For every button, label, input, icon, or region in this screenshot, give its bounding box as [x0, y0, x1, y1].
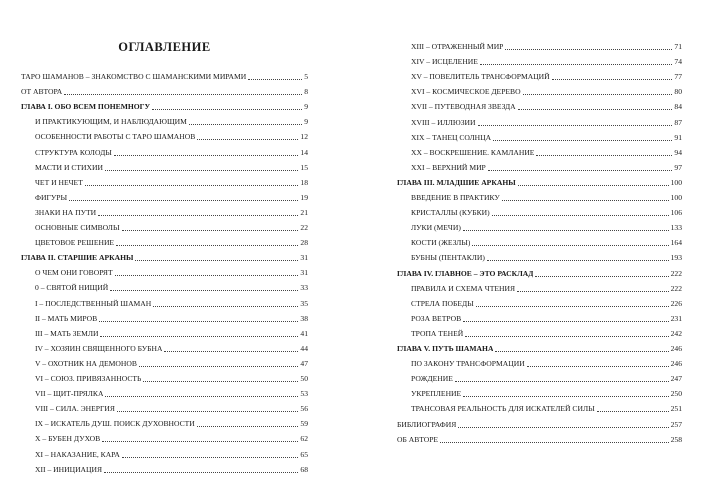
dot-leader: [105, 395, 298, 397]
dot-leader: [518, 108, 673, 110]
toc-entry-title: 0 – СВЯТОЙ НИЩИЙ: [35, 283, 109, 293]
dot-leader: [455, 380, 669, 382]
toc-entry-page: 193: [670, 253, 682, 263]
toc-entry[interactable]: [397, 280, 682, 294]
toc-entry[interactable]: [21, 264, 308, 278]
toc-entry-page: 251: [670, 404, 682, 414]
toc-entry[interactable]: [397, 355, 682, 369]
dot-leader: [85, 184, 299, 186]
dot-leader: [495, 350, 668, 352]
toc-entry-title: РОЗА ВЕТРОВ: [411, 313, 462, 323]
toc-entry-title: V – ОХОТНИК НА ДЕМОНОВ: [35, 358, 137, 368]
toc-entry-page: 14: [300, 147, 308, 157]
toc-entry-page: 87: [674, 117, 682, 127]
dot-leader: [197, 138, 298, 140]
toc-entry-title: XV – ПОВЕЛИТЕЛЬ ТРАНСФОРМАЦИЙ: [411, 72, 550, 82]
dot-leader: [110, 289, 298, 291]
toc-entry-page: 74: [674, 57, 682, 67]
toc-entry[interactable]: [21, 189, 308, 203]
toc-entry-title: ОСНОВНЫЕ СИМВОЛЫ: [35, 223, 120, 232]
toc-entry-title: КРИСТАЛЛЫ (КУБКИ): [411, 208, 490, 218]
dot-leader: [197, 425, 299, 427]
toc-entry[interactable]: [21, 249, 308, 263]
toc-entry-page: 35: [300, 298, 308, 308]
toc-entry-page: 258: [670, 434, 682, 444]
toc-entry-page: 97: [674, 162, 682, 172]
toc-entry-title: XVII – ПУТЕВОДНАЯ ЗВЕЗДА: [411, 102, 516, 112]
dot-leader: [472, 244, 668, 246]
toc-entry-title: ГЛАВА I. ОБО ВСЕМ ПОНЕМНОГУ: [21, 102, 151, 112]
toc-entry-page: 50: [300, 374, 308, 383]
dot-leader: [536, 154, 672, 156]
toc-entry-title: IV – ХОЗЯИН СВЯЩЕННОГО БУБНА: [35, 343, 163, 353]
dot-leader: [478, 124, 673, 126]
toc-entry-title: ФИГУРЫ: [35, 192, 68, 202]
dot-leader: [502, 199, 669, 201]
dot-leader: [597, 410, 669, 412]
toc-entry[interactable]: [397, 325, 682, 339]
toc-entry-page: 5: [304, 72, 308, 81]
toc-entry-page: 246: [670, 359, 682, 369]
dot-leader: [463, 395, 668, 397]
toc-entry[interactable]: [397, 174, 682, 188]
toc-entry[interactable]: [397, 400, 682, 414]
toc-entry-page: 106: [670, 208, 682, 218]
page-title: ОГЛАВЛЕНИЕ: [118, 40, 211, 54]
toc-entry-title: И ПРАКТИКУЮЩИМ, И НАБЛЮДАЮЩИМ: [35, 117, 187, 127]
toc-entry[interactable]: [21, 385, 308, 399]
toc-entry[interactable]: [397, 249, 682, 263]
toc-entry[interactable]: [21, 204, 308, 218]
toc-entry-title: ЦВЕТОВОЕ РЕШЕНИЕ: [35, 238, 115, 248]
dot-leader: [535, 275, 668, 277]
toc-entry-page: 100: [670, 193, 682, 202]
dot-leader: [102, 440, 298, 442]
toc-entry-title: XIV – ИСЦЕЛЕНИЕ: [411, 57, 478, 67]
dot-leader: [139, 365, 298, 367]
toc-entry[interactable]: [21, 355, 308, 369]
toc-entry-title: XII – ИНИЦИАЦИЯ: [35, 464, 103, 474]
toc-entry-page: 65: [300, 449, 308, 459]
toc-entry[interactable]: [397, 114, 682, 128]
dot-leader: [115, 274, 299, 276]
toc-entry-title: БУБНЫ (ПЕНТАКЛИ): [411, 253, 485, 263]
toc-entry[interactable]: [397, 370, 682, 384]
toc-entry-title: XVI – КОСМИЧЕСКОЕ ДЕРЕВО: [411, 87, 521, 97]
toc-entry[interactable]: [397, 144, 682, 158]
toc-entry[interactable]: [21, 400, 308, 414]
toc-entry-title: О ЧЕМ ОНИ ГОВОРЯТ: [35, 268, 113, 278]
dot-leader: [153, 305, 298, 307]
toc-entry-page: 68: [300, 464, 308, 474]
toc-entry[interactable]: [21, 325, 308, 339]
toc-entry-title: ГЛАВА II. СТАРШИЕ АРКАНЫ: [21, 253, 134, 263]
dot-leader: [552, 78, 673, 80]
toc-entry-page: 28: [300, 238, 308, 248]
toc-entry-page: 222: [670, 268, 682, 278]
dot-leader: [100, 335, 298, 337]
toc-entry-title: III – МАТЬ ЗЕМЛИ: [35, 328, 99, 338]
toc-entry-title: МАСТИ И СТИХИИ: [35, 162, 103, 172]
toc-entry-title: XI – НАКАЗАНИЕ, КАРА: [35, 449, 120, 459]
toc-entry[interactable]: [21, 113, 308, 127]
toc-entry-page: 77: [674, 72, 682, 82]
dot-leader: [488, 169, 673, 171]
dot-leader: [122, 229, 299, 231]
dot-leader: [105, 169, 298, 171]
dot-leader: [99, 320, 298, 322]
toc-entry[interactable]: [21, 461, 308, 475]
toc-entry[interactable]: [397, 38, 682, 52]
toc-entry-title: РОЖДЕНИЕ: [411, 374, 453, 384]
toc-entry-title: VI – СОЮЗ. ПРИВЯЗАННОСТЬ: [35, 374, 142, 383]
toc-entry-page: 31: [300, 253, 308, 263]
toc-entry[interactable]: [397, 98, 682, 112]
dot-leader: [463, 320, 668, 322]
toc-entry-page: 53: [300, 389, 308, 399]
toc-entry-title: ОБ АВТОРЕ: [397, 434, 439, 444]
dot-leader: [476, 305, 669, 307]
toc-entry-page: 246: [670, 344, 682, 353]
toc-entry-page: 94: [674, 147, 682, 157]
toc-entry[interactable]: [397, 385, 682, 399]
toc-entry-page: 56: [300, 404, 308, 414]
toc-entry[interactable]: [397, 219, 682, 233]
toc-entry[interactable]: [21, 234, 308, 248]
toc-entry-title: II – МАТЬ МИРОВ: [35, 313, 98, 323]
toc-entry-title: ОТ АВТОРА: [21, 87, 63, 97]
toc-entry[interactable]: [397, 265, 682, 279]
toc-entry-title: XIX – ТАНЕЦ СОЛНЦА: [411, 132, 492, 142]
toc-entry-title: XX – ВОСКРЕШЕНИЕ. КАМЛАНИЕ: [411, 147, 535, 157]
dot-leader: [116, 244, 298, 246]
dot-leader: [114, 154, 299, 156]
toc-entry[interactable]: [397, 295, 682, 309]
toc-entry-page: 257: [670, 419, 682, 429]
toc-entry-title: ЗНАКИ НА ПУТИ: [35, 207, 97, 217]
dot-leader: [505, 48, 672, 50]
toc-entry[interactable]: [397, 68, 682, 82]
toc-entry[interactable]: [21, 340, 308, 354]
dot-leader: [492, 214, 669, 216]
dot-leader: [104, 471, 298, 473]
dot-leader: [523, 93, 673, 95]
toc-entry[interactable]: [21, 295, 308, 309]
toc-entry-page: 21: [300, 207, 308, 217]
toc-entry-title: ГЛАВА V. ПУТЬ ШАМАНА: [397, 344, 494, 353]
toc-entry-page: 31: [300, 268, 308, 278]
dot-leader: [487, 259, 669, 261]
dot-leader: [152, 108, 302, 110]
toc-entry[interactable]: [21, 98, 308, 112]
toc-entry-title: ТРОПА ТЕНЕЙ: [411, 328, 464, 338]
dot-leader: [458, 426, 668, 428]
dot-leader: [164, 350, 298, 352]
dot-leader: [493, 139, 672, 141]
toc-entry-page: 91: [674, 132, 682, 142]
toc-entry[interactable]: [397, 53, 682, 67]
dot-leader: [440, 441, 669, 443]
dot-leader: [517, 290, 669, 292]
dot-leader: [527, 365, 669, 367]
toc-entry[interactable]: [21, 415, 308, 429]
dot-leader: [135, 259, 298, 261]
toc-entry-page: 12: [300, 132, 308, 142]
toc-entry[interactable]: [397, 204, 682, 218]
toc-entry-page: 222: [670, 283, 682, 293]
toc-entry-page: 33: [300, 283, 308, 293]
toc-entry[interactable]: [397, 189, 682, 203]
dot-leader: [98, 214, 298, 216]
toc-entry-title: ПО ЗАКОНУ ТРАНСФОРМАЦИИ: [411, 359, 525, 369]
toc-entry-page: 59: [300, 419, 308, 429]
toc-entry[interactable]: [397, 310, 682, 324]
toc-entry[interactable]: [21, 446, 308, 460]
toc-entry-page: 250: [670, 389, 682, 399]
toc-entry[interactable]: [21, 430, 308, 444]
toc-entry[interactable]: [21, 174, 308, 188]
toc-entry-page: 22: [300, 223, 308, 232]
toc-entry-title: КОСТИ (ЖЕЗЛЫ): [411, 238, 471, 248]
dot-leader: [64, 93, 302, 95]
toc-entry[interactable]: [397, 340, 682, 354]
toc-entry-page: 38: [300, 313, 308, 323]
toc-entry[interactable]: [21, 219, 308, 233]
toc-entry-title: XVIII – ИЛЛЮЗИИ: [411, 117, 476, 127]
toc-entry-page: 231: [670, 313, 682, 323]
toc-entry-page: 18: [300, 177, 308, 187]
toc-entry[interactable]: [21, 144, 308, 158]
toc-entry-page: 226: [670, 298, 682, 308]
toc-entry-page: 15: [300, 162, 308, 172]
toc-entry[interactable]: [397, 159, 682, 173]
toc-entry-page: 71: [674, 42, 682, 51]
toc-entry-title: XIII – ОТРАЖЕННЫЙ МИР: [411, 42, 504, 51]
dot-leader: [69, 199, 298, 201]
toc-entry-title: БИБЛИОГРАФИЯ: [397, 419, 457, 429]
toc-entry-title: ЧЕТ И НЕЧЕТ: [35, 177, 83, 187]
toc-entry[interactable]: [397, 234, 682, 248]
toc-entry-title: ТАРО ШАМАНОВ – ЗНАКОМСТВО С ШАМАНСКИМИ МИРАМИ: [21, 72, 247, 81]
toc-entry-title: XXI – ВЕРХНИЙ МИР: [411, 162, 486, 172]
toc-entry-title: ГЛАВА III. МЛАДШИЕ АРКАНЫ: [397, 177, 516, 187]
toc-entry-title: I – ПОСЛЕДСТВЕННЫЙ ШАМАН: [35, 298, 152, 308]
toc-entry-page: 62: [300, 434, 308, 444]
dot-leader: [463, 229, 669, 231]
dot-leader: [122, 456, 298, 458]
dot-leader: [189, 123, 302, 125]
dot-leader: [518, 184, 669, 186]
toc-entry-title: IX – ИСКАТЕЛЬ ДУШ. ПОИСК ДУХОВНОСТИ: [35, 419, 195, 429]
toc-entry-page: 44: [300, 343, 308, 353]
toc-entry[interactable]: [21, 83, 308, 97]
toc-entry-page: 133: [670, 223, 682, 233]
toc-entry-page: 41: [300, 328, 308, 338]
dot-leader: [465, 335, 668, 337]
toc-entry-page: 9: [304, 117, 308, 127]
toc-entry[interactable]: [21, 370, 308, 384]
toc-entry-title: СТРУКТУРА КОЛОДЫ: [35, 147, 112, 157]
dot-leader: [143, 380, 298, 382]
toc-entry[interactable]: [397, 83, 682, 97]
toc-entry-page: 19: [300, 192, 308, 202]
toc-entry-title: ТРАНСОВАЯ РЕАЛЬНОСТЬ ДЛЯ ИСКАТЕЛЕЙ СИЛЫ: [411, 404, 595, 414]
toc-entry[interactable]: [397, 416, 682, 430]
toc-entry-title: ВВЕДЕНИЕ В ПРАКТИКУ: [411, 193, 500, 202]
toc-entry[interactable]: [21, 128, 308, 142]
toc-entry-title: ГЛАВА IV. ГЛАВНОЕ – ЭТО РАСКЛАД: [397, 268, 534, 278]
dot-leader: [248, 78, 302, 80]
toc-entry-title: ЛУКИ (МЕЧИ): [411, 223, 461, 233]
toc-entry-title: ОСОБЕННОСТИ РАБОТЫ С ТАРО ШАМАНОВ: [35, 132, 196, 142]
toc-entry-page: 100: [670, 177, 682, 187]
toc-entry-page: 247: [670, 374, 682, 384]
toc-entry-title: ПРАВИЛА И СХЕМА ЧТЕНИЯ: [411, 283, 516, 293]
dot-leader: [117, 410, 298, 412]
toc-entry[interactable]: [397, 129, 682, 143]
toc-entry-title: VII – ЩИТ-ПРЯЛКА: [35, 389, 104, 399]
toc-entry-title: СТРЕЛА ПОБЕДЫ: [411, 298, 474, 308]
toc-entry-page: 164: [670, 238, 682, 248]
toc-entry[interactable]: [21, 159, 308, 173]
toc-entry-title: УКРЕПЛЕНИЕ: [411, 389, 462, 399]
toc-entry[interactable]: [21, 68, 308, 82]
toc-entry-page: 80: [674, 87, 682, 97]
dot-leader: [480, 63, 672, 65]
toc-entry-page: 242: [670, 328, 682, 338]
toc-entry-title: X – БУБЕН ДУХОВ: [35, 434, 101, 444]
toc-entry-title: VIII – СИЛА. ЭНЕРГИЯ: [35, 404, 115, 414]
toc-entry-page: 8: [304, 87, 308, 97]
toc-entry-page: 9: [304, 102, 308, 112]
toc-entry[interactable]: [21, 279, 308, 293]
toc-entry[interactable]: [21, 310, 308, 324]
toc-entry-page: 84: [674, 102, 682, 112]
toc-entry[interactable]: [397, 431, 682, 445]
toc-entry-page: 47: [300, 358, 308, 368]
